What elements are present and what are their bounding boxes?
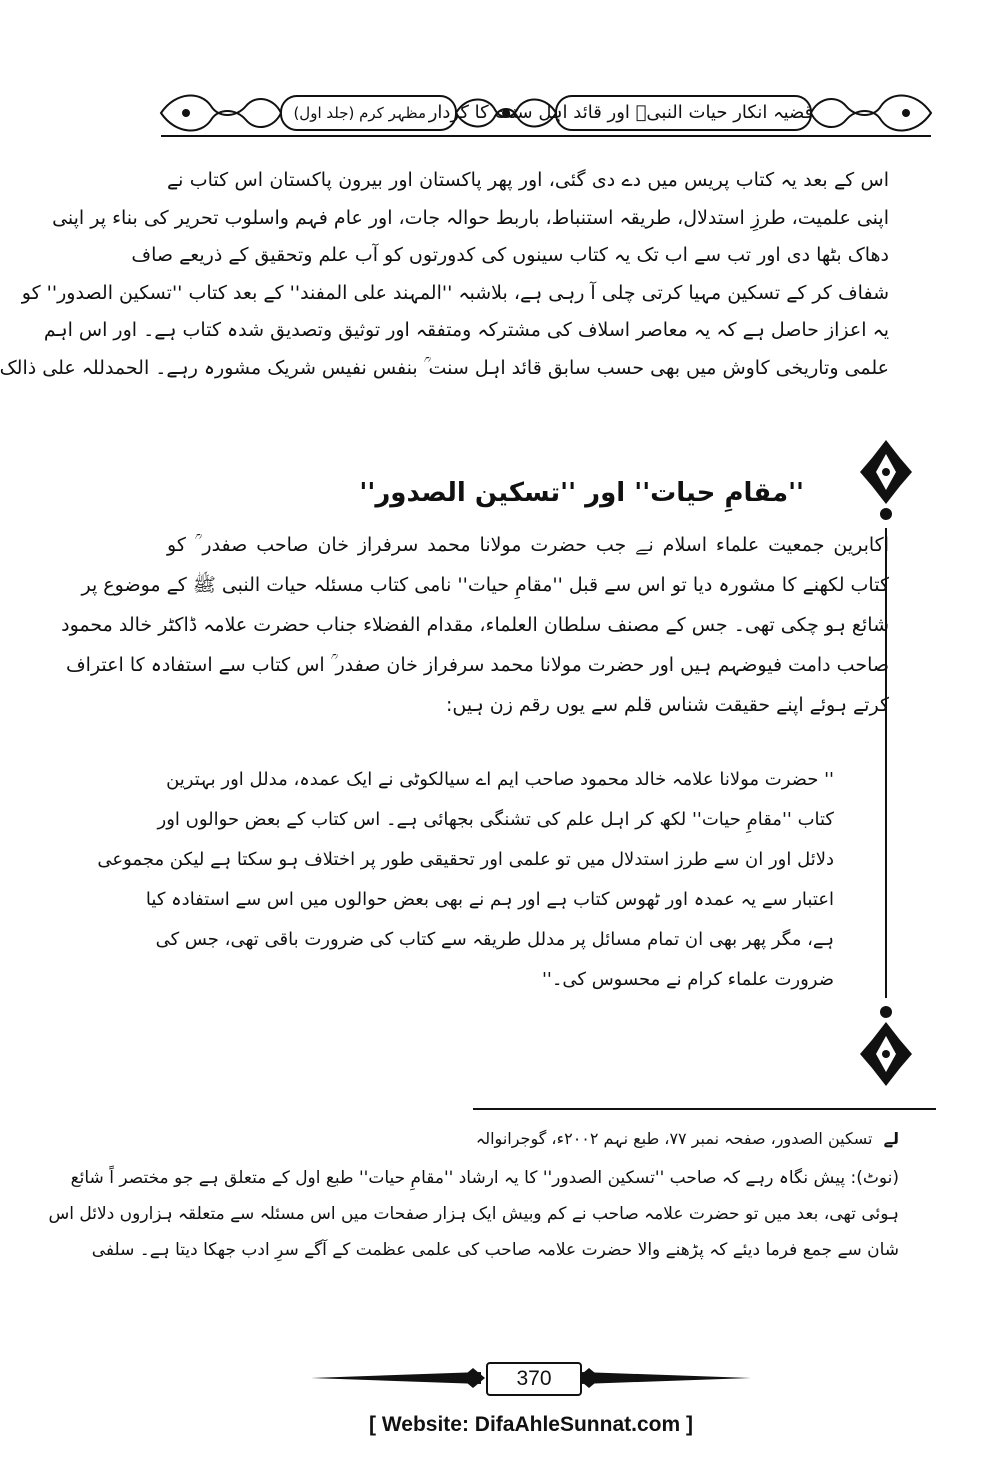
footnote (339, 1122, 899, 1156)
note-line: شان سے جمع فرما دیئے کہ پڑھنے والا حضرت علامہ صاحب کی علمی عظمت کے آگے سرِ ادب جھکا دیتا ہے۔ سلفی (91, 1240, 899, 1260)
footnote-mark: لے (883, 1129, 899, 1148)
text-line: شائع ہو چکی تھی۔ جس کے مصنف سلطان العلماء، مقدام الفضلاء جناب حضرت علامہ ڈاکٹر خالد محمود (61, 614, 889, 636)
paragraph-2 (61, 525, 889, 725)
text-line: اس کے بعد یہ کتاب پریس میں دے دی گئی، اور پھر پاکستان اور بیرون پاکستان اس کتاب نے (167, 169, 889, 191)
header-title: قضیہ انکار حیات النبیؐ اور قائد اہل سنت کا کردار (428, 102, 814, 123)
block-quote (97, 760, 834, 1000)
footnote-text: تسکین الصدور، صفحہ نمبر ۷۷، طبع نہم ۲۰۰۲ء، گوجرانوالہ (475, 1129, 873, 1148)
text-line: اپنی علمیت، طرزِ استدلال، طریقہ استنباط، باربط حوالہ جات، اور عام فہم واسلوب تحریر کی بناء پر اپنی (52, 206, 889, 229)
text-line: دھاک بٹھا دی اور تب سے اب تک یہ کتاب سینوں کی کدورتوں کو آب علم وتحقیق کے ذریعے صاف (131, 244, 889, 266)
page-header (156, 86, 936, 140)
page-number: 370 (486, 1362, 582, 1396)
website-footer[interactable]: [ Website: DifaAhleSunnat.com ] (369, 1413, 693, 1436)
text-line: شفاف کر کے تسکین مہیا کرتی چلی آ رہی ہے، بلاشبہ ''المہند علی المفند'' کے بعد کتاب ''تسکین الصدور'' کو (21, 281, 889, 304)
paragraph-1 (0, 162, 889, 387)
text-line: اکابرین جمعیت علماء اسلام نے جب حضرت مولانا محمد سرفراز خان صاحب صفدر ؒ کو (167, 534, 889, 556)
note (48, 1160, 899, 1268)
header-book-name: مظہر کرم (جلد اول) (293, 104, 426, 122)
note-line: (نوٹ): پیش نگاہ رہے کہ صاحب ''تسکین الصدور'' کا یہ ارشاد ''مقامِ حیات'' طبع اول کے متعلق ہے جو مختصر اً شائع (70, 1168, 899, 1188)
quote-line: '' حضرت مولانا علامہ خالد محمود صاحب ایم اے سیالکوٹی نے ایک عمدہ، مدلل اور بہترین (166, 769, 834, 790)
text-line: صاحب دامت فیوضہم ہیں اور حضرت مولانا محمد سرفراز خان صفدر ؒ اس کتاب سے استفادہ کا اعتراف (65, 654, 889, 676)
section-heading: ''مقامِ حیات'' اور ''تسکین الصدور'' (359, 478, 804, 508)
quote-line: اعتبار سے یہ عمدہ اور ٹھوس کتاب ہے اور ہم نے بھی بعض حوالوں میں اس سے استفادہ کیا (145, 889, 834, 910)
text-line: کتاب لکھنے کا مشورہ دیا تو اس سے قبل ''مقامِ حیات'' نامی کتاب مسئلہ حیات النبی ﷺ کے موضوع پر (81, 574, 889, 596)
quote-line: ہے، مگر پھر بھی ان تمام مسائل پر مدلل طریقہ سے کتاب کی ضرورت باقی تھی، جس کی (155, 929, 834, 950)
text-line: علمی وتاریخی کاوش میں بھی حسب سابق قائد اہل سنت ؒ بنفس نفیس شریک مشورہ رہے۔ الحمدللہ علی ذالک (0, 356, 889, 379)
text-line: یہ اعزاز حاصل ہے کہ یہ معاصر اسلاف کی مشترکہ ومتفقہ اور توثیق وتصدیق شدہ کتاب ہے۔ اور اس اہم (43, 319, 889, 341)
quote-line: کتاب ''مقامِ حیات'' لکھ کر اہل علم کی تشنگی بجھائی ہے۔ اس کتاب کے بعض حوالوں اور (157, 809, 834, 830)
quote-line: دلائل اور ان سے طرز استدلال میں تو علمی اور تحقیقی طور پر اختلاف ہو سکتا ہے لیکن مجموعی (97, 849, 834, 870)
page-number-bar (311, 1358, 751, 1398)
text-line: کرتے ہوئے اپنے حقیقت شناس قلم سے یوں رقم زن ہیں: (445, 694, 889, 716)
quote-line: ضرورت علماء کرام نے محسوس کی۔'' (541, 969, 834, 990)
footnote-divider (473, 1108, 936, 1110)
note-line: ہوئی تھی، بعد میں تو حضرت علامہ صاحب نے کم وبیش ایک ہزار صفحات میں اس مسئلہ سے متعلقہ ہزاروں دلائل اس (48, 1204, 899, 1224)
